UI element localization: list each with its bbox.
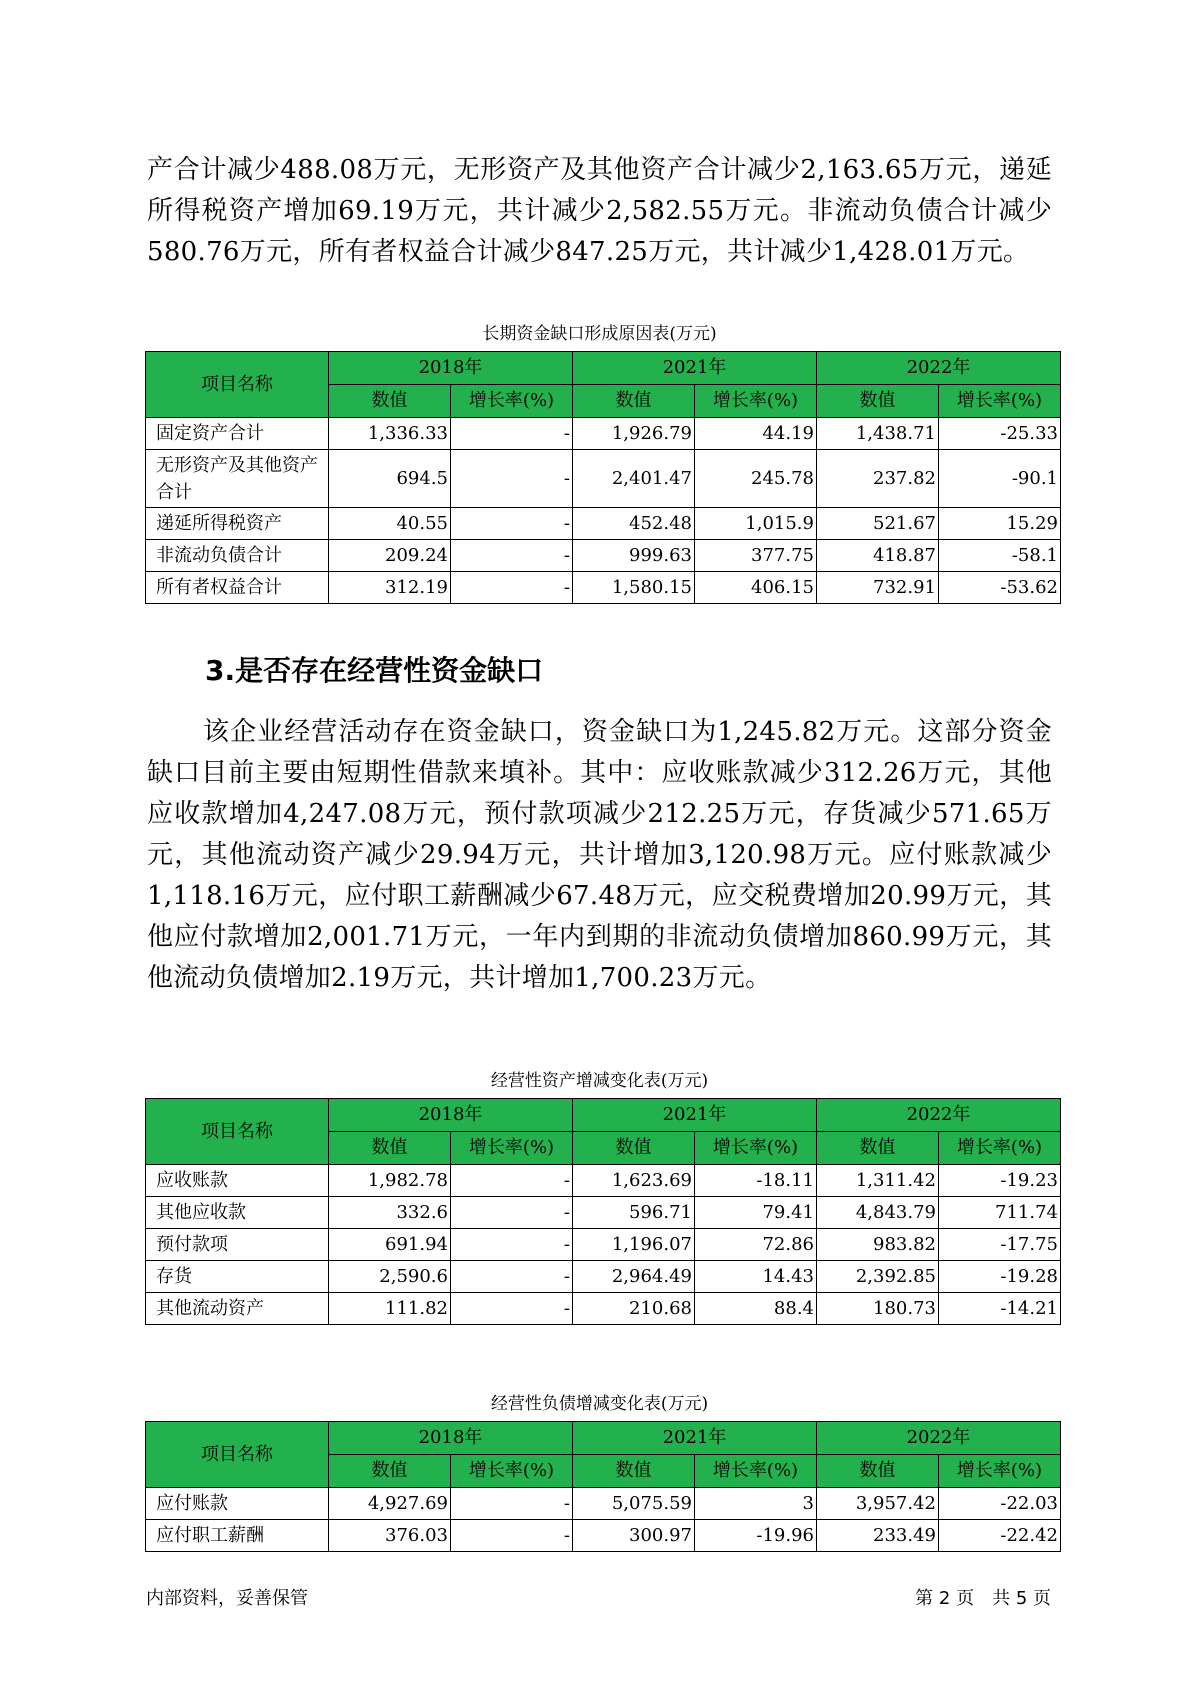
cell-v2021: 1,580.15 — [573, 572, 695, 604]
table-row — [146, 1165, 1061, 1197]
cell-g2021: 88.4 — [695, 1293, 817, 1325]
cell-v2022: 3,957.42 — [817, 1488, 939, 1520]
header-year: 2021年 — [573, 1422, 817, 1455]
cell-g2018: - — [451, 1165, 573, 1197]
row-label: 存货 — [146, 1261, 329, 1293]
row-label: 所有者权益合计 — [146, 572, 329, 604]
header-value: 数值 — [573, 1455, 695, 1488]
row-label: 固定资产合计 — [146, 418, 329, 450]
cell-v2018: 209.24 — [329, 540, 451, 572]
header-year: 2018年 — [329, 1099, 573, 1132]
cell-g2018: - — [451, 1293, 573, 1325]
cell-g2021: 79.41 — [695, 1197, 817, 1229]
cell-g2021: 14.43 — [695, 1261, 817, 1293]
cell-v2022: 1,438.71 — [817, 418, 939, 450]
cell-g2022: -53.62 — [939, 572, 1061, 604]
cell-g2022: -58.1 — [939, 540, 1061, 572]
cell-g2022: -19.28 — [939, 1261, 1061, 1293]
cell-v2018: 1,336.33 — [329, 418, 451, 450]
cell-v2022: 233.49 — [817, 1520, 939, 1552]
cell-g2021: 377.75 — [695, 540, 817, 572]
header-year: 2022年 — [817, 352, 1061, 385]
page-mid: 页 共 — [956, 1588, 1011, 1609]
cell-g2021: -18.11 — [695, 1165, 817, 1197]
section-heading: 3.是否存在经营性资金缺口 — [205, 654, 544, 687]
cell-g2022: -19.23 — [939, 1165, 1061, 1197]
table-row — [146, 508, 1061, 540]
row-label: 其他流动资产 — [146, 1293, 329, 1325]
cell-g2021: 72.86 — [695, 1229, 817, 1261]
cell-g2018: - — [451, 418, 573, 450]
header-value: 数值 — [817, 1455, 939, 1488]
cell-v2022: 983.82 — [817, 1229, 939, 1261]
cell-v2021: 1,926.79 — [573, 418, 695, 450]
cell-v2018: 376.03 — [329, 1520, 451, 1552]
header-item-name: 项目名称 — [146, 352, 329, 418]
header-value: 数值 — [329, 385, 451, 418]
cell-g2018: - — [451, 1197, 573, 1229]
header-value: 数值 — [573, 1132, 695, 1165]
cell-g2018: - — [451, 1229, 573, 1261]
header-value: 数值 — [817, 385, 939, 418]
header-growth: 增长率(%) — [695, 1455, 817, 1488]
cell-g2022: 711.74 — [939, 1197, 1061, 1229]
header-item-name: 项目名称 — [146, 1099, 329, 1165]
cell-v2021: 596.71 — [573, 1197, 695, 1229]
cell-v2021: 210.68 — [573, 1293, 695, 1325]
row-label: 其他应收款 — [146, 1197, 329, 1229]
cell-g2022: -22.42 — [939, 1520, 1061, 1552]
header-year: 2021年 — [573, 1099, 817, 1132]
body-paragraph: 该企业经营活动存在资金缺口，资金缺口为1,245.82万元。这部分资金缺口目前主要由短期性借款来填补。其中：应收账款减少312.26万元，其他应收款增加4,247.08万元，预付款项减少212.25万元，存货减少571.65万元，其他流动资产减少29.94万元，共计增加3,120.98万元。应付账款减少1,118.16万元，应付职工薪酬减少67.48万元，应交税费增加20.99万元，其他应付款增加2,001.71万元，一年内到期的非流动负债增加860.99万元，其他流动负债增加2.19万元，共计增加1,700.23万元。 — [147, 717, 1052, 993]
table-row — [146, 1293, 1061, 1325]
cell-v2021: 452.48 — [573, 508, 695, 540]
table-row — [146, 1261, 1061, 1293]
cell-v2022: 237.82 — [817, 450, 939, 508]
header-growth: 增长率(%) — [451, 1132, 573, 1165]
table-row — [146, 450, 1061, 508]
cell-v2018: 4,927.69 — [329, 1488, 451, 1520]
cell-v2021: 2,401.47 — [573, 450, 695, 508]
table-row — [146, 1197, 1061, 1229]
table-row — [146, 418, 1061, 450]
row-label: 应收账款 — [146, 1165, 329, 1197]
cell-g2022: -22.03 — [939, 1488, 1061, 1520]
table3-caption: 经营性负债增减变化表(万元) — [490, 1394, 709, 1414]
cell-g2022: 15.29 — [939, 508, 1061, 540]
row-label: 应付职工薪酬 — [146, 1520, 329, 1552]
table-row — [146, 1229, 1061, 1261]
table1-caption: 长期资金缺口形成原因表(万元) — [482, 324, 717, 344]
header-year: 2018年 — [329, 1422, 573, 1455]
cell-v2022: 2,392.85 — [817, 1261, 939, 1293]
cell-g2018: - — [451, 508, 573, 540]
cell-v2022: 418.87 — [817, 540, 939, 572]
cell-v2022: 1,311.42 — [817, 1165, 939, 1197]
cell-v2018: 2,590.6 — [329, 1261, 451, 1293]
row-label: 无形资产及其他资产合计 — [146, 450, 329, 508]
cell-g2021: -19.96 — [695, 1520, 817, 1552]
cell-g2021: 406.15 — [695, 572, 817, 604]
cell-g2022: -90.1 — [939, 450, 1061, 508]
header-item-name: 项目名称 — [146, 1422, 329, 1488]
cell-v2018: 332.6 — [329, 1197, 451, 1229]
cell-v2018: 40.55 — [329, 508, 451, 540]
cell-g2018: - — [451, 1488, 573, 1520]
header-value: 数值 — [329, 1132, 451, 1165]
header-growth: 增长率(%) — [939, 1455, 1061, 1488]
cell-v2018: 1,982.78 — [329, 1165, 451, 1197]
cell-v2018: 312.19 — [329, 572, 451, 604]
page-suffix: 页 — [1033, 1588, 1051, 1609]
long-term-funding-gap-table — [145, 351, 1061, 604]
table2-caption: 经营性资产增减变化表(万元) — [490, 1071, 709, 1091]
cell-g2018: - — [451, 1261, 573, 1293]
cell-g2018: - — [451, 450, 573, 508]
cell-v2022: 180.73 — [817, 1293, 939, 1325]
cell-g2021: 1,015.9 — [695, 508, 817, 540]
header-value: 数值 — [329, 1455, 451, 1488]
footer-page-number — [915, 1584, 1051, 1610]
table-row — [146, 1520, 1061, 1552]
cell-g2021: 3 — [695, 1488, 817, 1520]
cell-v2021: 300.97 — [573, 1520, 695, 1552]
cell-g2018: - — [451, 1520, 573, 1552]
footer-confidential: 内部资料，妥善保管 — [146, 1588, 308, 1609]
cell-g2022: -17.75 — [939, 1229, 1061, 1261]
cell-v2018: 111.82 — [329, 1293, 451, 1325]
cell-v2022: 521.67 — [817, 508, 939, 540]
table-row — [146, 572, 1061, 604]
row-label: 递延所得税资产 — [146, 508, 329, 540]
cell-g2022: -14.21 — [939, 1293, 1061, 1325]
header-growth: 增长率(%) — [451, 385, 573, 418]
header-value: 数值 — [573, 385, 695, 418]
header-growth: 增长率(%) — [939, 1132, 1061, 1165]
table-row — [146, 540, 1061, 572]
cell-v2021: 1,623.69 — [573, 1165, 695, 1197]
header-year: 2018年 — [329, 352, 573, 385]
header-year: 2021年 — [573, 352, 817, 385]
header-growth: 增长率(%) — [451, 1455, 573, 1488]
table-row — [146, 1488, 1061, 1520]
cell-g2018: - — [451, 540, 573, 572]
header-growth: 增长率(%) — [939, 385, 1061, 418]
page-prefix: 第 — [915, 1588, 934, 1609]
cell-g2021: 44.19 — [695, 418, 817, 450]
cell-v2018: 694.5 — [329, 450, 451, 508]
header-value: 数值 — [817, 1132, 939, 1165]
header-growth: 增长率(%) — [695, 1132, 817, 1165]
page-current: 2 — [938, 1588, 951, 1609]
page-total: 5 — [1015, 1588, 1028, 1609]
operating-liabilities-table — [145, 1421, 1061, 1552]
cell-g2021: 245.78 — [695, 450, 817, 508]
cell-v2022: 4,843.79 — [817, 1197, 939, 1229]
cell-g2022: -25.33 — [939, 418, 1061, 450]
cell-v2022: 732.91 — [817, 572, 939, 604]
header-year: 2022年 — [817, 1422, 1061, 1455]
header-year: 2022年 — [817, 1099, 1061, 1132]
row-label: 应付账款 — [146, 1488, 329, 1520]
cell-v2021: 2,964.49 — [573, 1261, 695, 1293]
cell-v2021: 5,075.59 — [573, 1488, 695, 1520]
cell-v2018: 691.94 — [329, 1229, 451, 1261]
header-growth: 增长率(%) — [695, 385, 817, 418]
operating-assets-table — [145, 1098, 1061, 1325]
cell-v2021: 1,196.07 — [573, 1229, 695, 1261]
intro-paragraph: 产合计减少488.08万元，无形资产及其他资产合计减少2,163.65万元，递延所得税资产增加69.19万元，共计减少2,582.55万元。非流动负债合计减少580.76万元，所有者权益合计减少847.25万元，共计减少1,428.01万元。 — [147, 155, 1052, 267]
row-label: 非流动负债合计 — [146, 540, 329, 572]
cell-v2021: 999.63 — [573, 540, 695, 572]
row-label: 预付款项 — [146, 1229, 329, 1261]
cell-g2018: - — [451, 572, 573, 604]
